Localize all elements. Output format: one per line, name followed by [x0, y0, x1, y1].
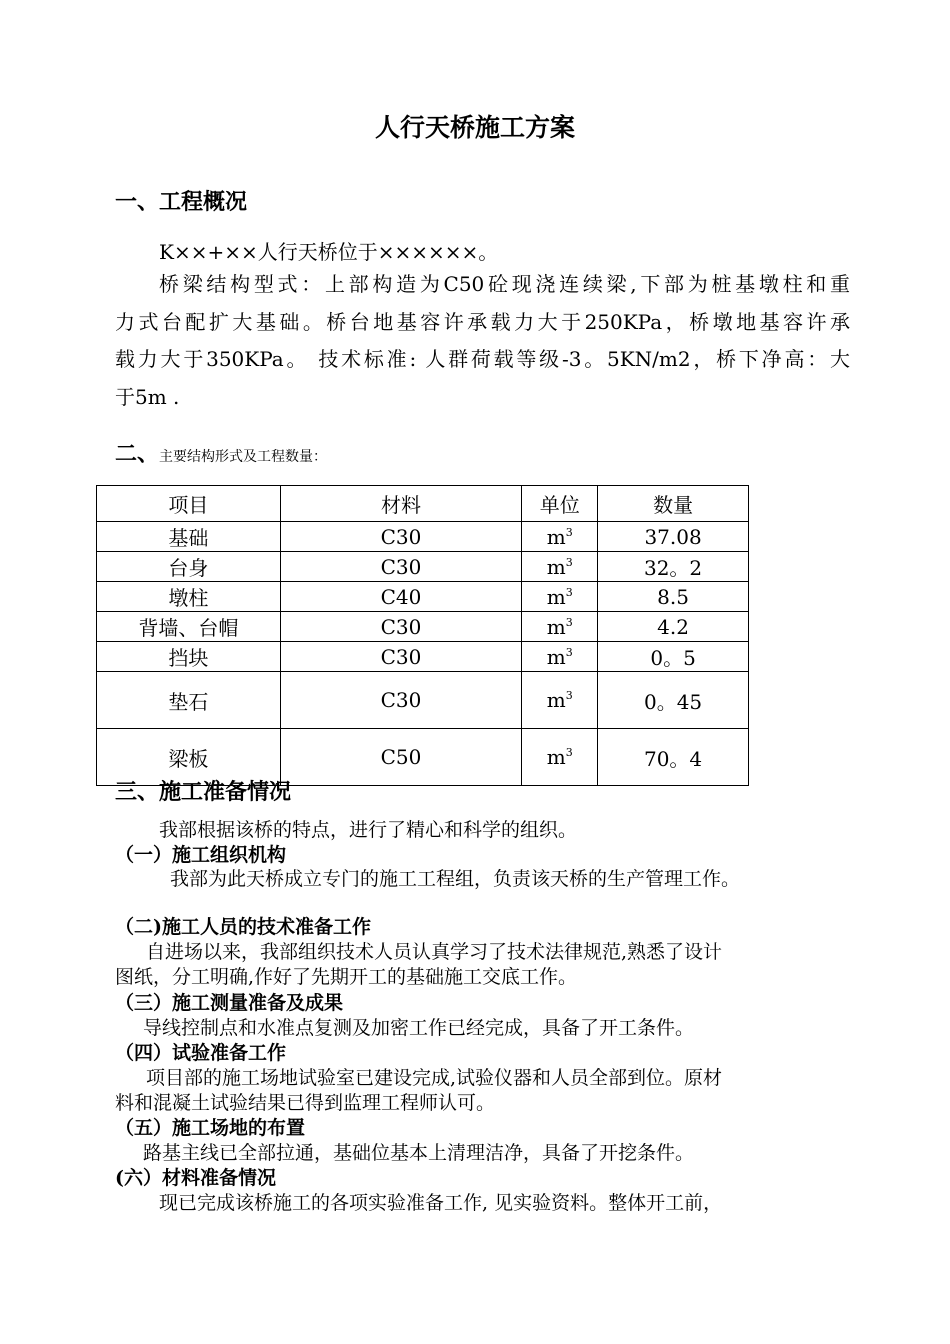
header-unit: 单位	[522, 486, 598, 522]
structure-line-2: 力式台配扩大基础。桥台地基容许承载力大于250KPa，桥墩地基容许承	[115, 309, 850, 334]
document-title: 人行天桥施工方案	[374, 113, 575, 142]
technical-prep-line-1: 自进场以来，我部组织技术人员认真学习了技术法律规范,熟悉了设计	[146, 941, 723, 963]
technical-prep-line-2: 图纸，分工明确,作好了先期开工的基础施工交底工作。	[115, 966, 578, 988]
cell-material: C40	[280, 582, 522, 612]
cell-material: C30	[280, 612, 522, 642]
cell-material: C30	[280, 642, 522, 672]
cell-item: 挡块	[97, 642, 281, 672]
cell-material: C30	[280, 552, 522, 582]
table-row	[97, 552, 749, 582]
subheading-survey: （三）施工测量准备及成果	[115, 992, 344, 1014]
cell-quantity: 8.5	[598, 582, 749, 612]
structure-line-1: 桥梁结构型式：上部构造为C50砼现浇连续梁,下部为桩基墩柱和重	[159, 272, 850, 296]
subheading-organization: （一）施工组织机构	[115, 844, 287, 866]
materials-text: 现已完成该桥施工的各项实验准备工作, 见实验资料。整体开工前，	[159, 1192, 723, 1214]
cell-quantity: 0。45	[598, 672, 749, 729]
cell-unit: $m^3$	[522, 582, 598, 612]
cell-unit: $m^3$	[522, 642, 598, 672]
structure-line-4: 于5m .	[115, 384, 180, 409]
section-heading-preparation: 三、施工准备情况	[115, 779, 292, 805]
cell-item: 梁板	[97, 729, 281, 786]
preparation-intro: 我部根据该桥的特点，进行了精心和科学的组织。	[159, 819, 578, 841]
subheading-testing: （四）试验准备工作	[115, 1042, 287, 1064]
section-number: 二、	[115, 441, 160, 467]
cell-quantity: 70。4	[598, 729, 749, 786]
cell-item: 基础	[97, 522, 281, 552]
cell-item: 墩柱	[97, 582, 281, 612]
cell-material: C30	[280, 522, 522, 552]
cell-quantity: 0。5	[598, 642, 749, 672]
cell-item: 背墙、台帽	[97, 612, 281, 642]
table-row	[97, 522, 749, 552]
cell-quantity: 32。2	[598, 552, 749, 582]
section-heading-overview: 一、工程概况	[115, 189, 248, 215]
header-material: 材料	[280, 486, 522, 522]
table-row	[97, 612, 749, 642]
site-layout-text: 路基主线已全部拉通，基础位基本上清理洁净，具备了开挖条件。	[143, 1142, 695, 1164]
cell-material: C50	[280, 729, 522, 786]
cell-unit: $m^3$	[522, 729, 598, 786]
project-location-text: K××+××人行天桥位于××××××。	[159, 240, 499, 264]
testing-line-1: 项目部的施工场地试验室已建设完成,试验仪器和人员全部到位。原材	[146, 1067, 723, 1089]
cell-unit: $m^3$	[522, 672, 598, 729]
table-row	[97, 642, 749, 672]
cell-item: 台身	[97, 552, 281, 582]
section-heading-label: 主要结构形式及工程数量：	[159, 449, 328, 465]
table-header-row	[97, 486, 749, 522]
cell-item: 垫石	[97, 672, 281, 729]
subheading-materials: (六）材料准备情况	[115, 1167, 276, 1189]
testing-line-2: 料和混凝土试验结果已得到监理工程师认可。	[115, 1092, 496, 1114]
organization-text: 我部为此天桥成立专门的施工工程组，负责该天桥的生产管理工作。	[170, 868, 741, 890]
section-heading-quantities	[115, 437, 327, 468]
cell-unit: $m^3$	[522, 522, 598, 552]
cell-unit: $m^3$	[522, 552, 598, 582]
table-row	[97, 582, 749, 612]
survey-text: 导线控制点和水准点复测及加密工作已经完成，具备了开工条件。	[143, 1017, 695, 1039]
header-quantity: 数量	[598, 486, 749, 522]
structure-line-3: 载力大于350KPa。 技术标准: 人群荷载等级-3。5KN/m2，桥下净高：大	[115, 347, 850, 371]
header-item: 项目	[97, 486, 281, 522]
subheading-technical-prep: （二)施工人员的技术准备工作	[115, 916, 371, 938]
cell-unit: $m^3$	[522, 612, 598, 642]
quantity-table	[96, 485, 749, 786]
cell-quantity: 4.2	[598, 612, 749, 642]
table-row	[97, 672, 749, 729]
cell-material: C30	[280, 672, 522, 729]
structure-description	[115, 266, 850, 416]
subheading-site-layout: （五）施工场地的布置	[115, 1117, 306, 1139]
cell-quantity: 37.08	[598, 522, 749, 552]
